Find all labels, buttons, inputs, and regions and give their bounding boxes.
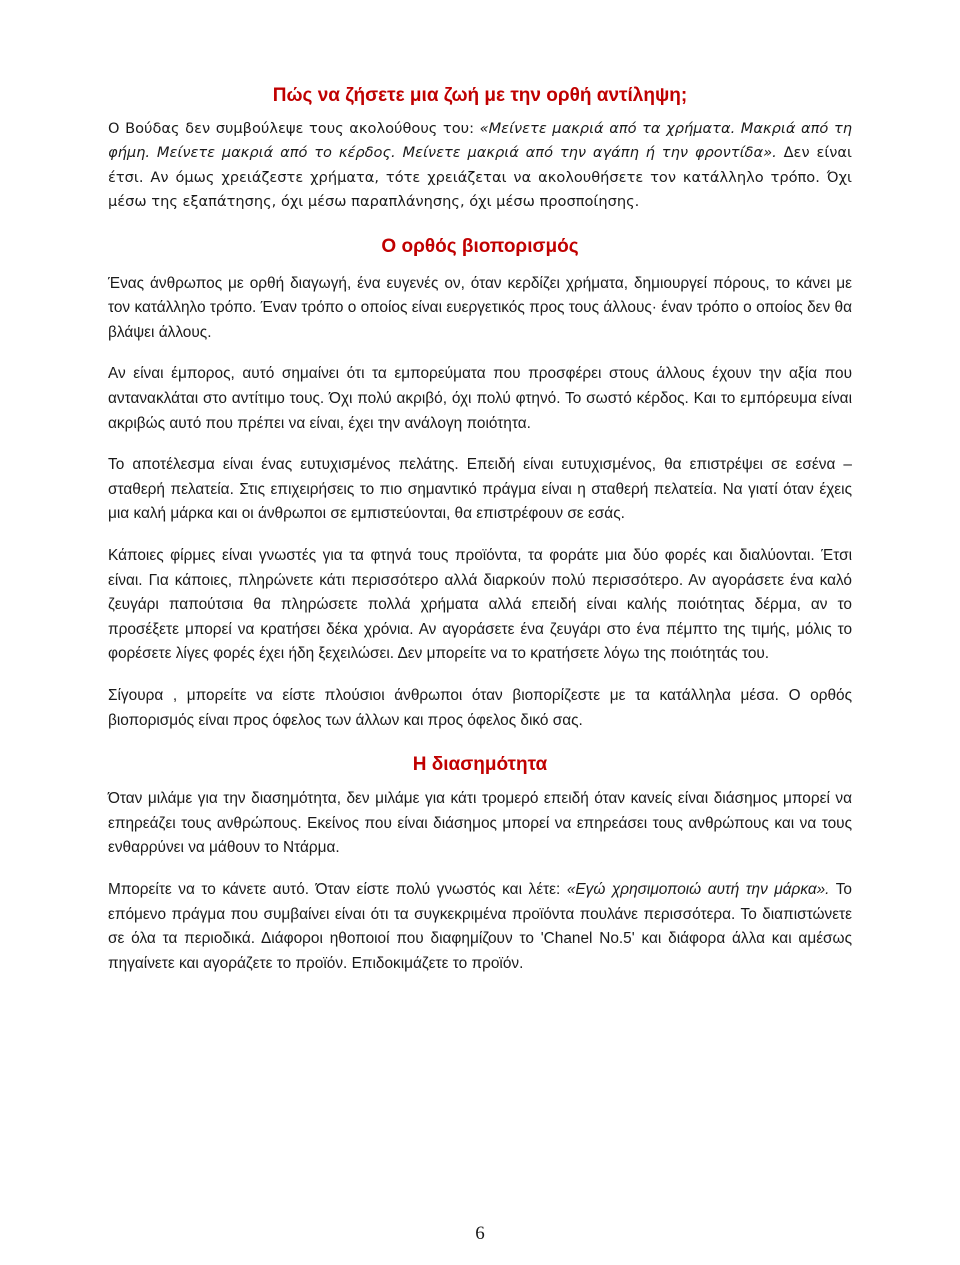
paragraph xyxy=(108,878,852,976)
quote-text: «Εγώ χρησιμοποιώ αυτή την μάρκα». xyxy=(566,880,830,898)
paragraph: Όταν μιλάμε για την διασημότητα, δεν μιλάμε για κάτι τρομερό επειδή όταν κανείς είναι διάσημος μπορεί να επηρεάζει τους ανθρώπους. Εκείνος που είναι διάσημος μπορεί να επηρεάσει τους ανθρώπους και να τους ενθαρρύνει να μάθουν το Ντάρμα. xyxy=(108,790,852,857)
paragraph: Αν είναι έμπορος, αυτό σημαίνει ότι τα εμπορεύματα που προσφέρει στους άλλους έχουν την αξία που αντανακλάται στο αντίτιμο τους. Όχι πολύ ακριβό, όχι πολύ φτηνό. Το σωστό κέρδος. Και το εμπόρευμα είναι ακριβώς αυτό που πρέπει να είναι, έχει την ανάλογη ποιότητα. xyxy=(108,365,852,432)
paragraph-text: Ο Βούδας δεν συμβούλεψε τους ακολούθους του: xyxy=(108,120,480,137)
paragraph: Σίγουρα , μπορείτε να είστε πλούσιοι άνθρωποι όταν βιοπορίζεστε με τα κατάλληλα μέσα. Ο ορθός βιοπορισμός είναι προς όφελος των άλλων και προς όφελος δικό σας. xyxy=(108,686,852,729)
document-page xyxy=(108,82,852,976)
paragraph: Το αποτέλεσμα είναι ένας ευτυχισμένος πελάτης. Επειδή είναι ευτυχισμένος, θα επιστρέψει σε εσένα – σταθερή πελατεία. Στις επιχειρήσεις το πιο σημαντικό πράγμα είναι η σταθερή πελατεία. Να γιατί όταν έχεις μια καλή μάρκα και οι άνθρωποι σε εμπιστεύονται, θα επιστρέφουν σε εσάς. xyxy=(108,456,852,523)
section-heading: Η διασημότητα xyxy=(412,754,548,776)
quote-text: «Μείνετε μακριά από τα χρήματα. Μακριά από τη φήμη. Μείνετε μακριά από το κέρδος. Μείνετε μακριά από την αγάπη ή την φροντίδα». xyxy=(108,120,852,162)
section-heading: Ο ορθός βιοπορισμός xyxy=(381,235,579,257)
paragraph: Κάποιες φίρμες είναι γνωστές για τα φτηνά τους προϊόντα, τα φοράτε μια δύο φορές και διαλύονται. Έτσι είναι. Για κάποιες, πληρώνετε κάτι περισσότερο αλλά διαρκούν πολύ περισσότερο. Αν αγοράσετε ένα καλό ζευγάρι παπούτσια θα πληρώσετε πολλά χρήματα αλλά επειδή είναι καλής ποιότητας δέρμα, αν το προσέξετε μπορεί να κρατήσει δέκα χρόνια. Αν αγοράσετε ένα ζευγάρι στο ένα πέμπτο της τιμής, μόλις το φορέσετε λίγες φορές έχει ήδη ξεχειλώσει. Δεν μπορείτε να το κρατήσετε λόγω της ποιότητάς του. xyxy=(108,546,852,663)
paragraph-text: Δεν είναι έτσι. Αν όμως χρειάζεστε χρήματα, τότε χρειάζεται να ακολουθήσετε τον κατάλληλο τρόπο. Όχι μέσω της εξαπάτησης, όχι μέσω παραπλάνησης, όχι μέσω προσποίησης. xyxy=(108,144,852,211)
section-heading: Πώς να ζήσετε μια ζωή με την ορθή αντίληψη; xyxy=(272,85,688,106)
paragraph xyxy=(108,117,852,215)
paragraph-text: Το επόμενο πράγμα που συμβαίνει είναι ότι τα συγκεκριμένα προϊόντα πουλάνε περισσότερα. Το διαπιστώνετε σε όλα τα περιοδικά. Διάφοροι ηθοποιοί που διαφημίζουν το 'Chanel No.5' και διάφορα άλλα και αμέσως πηγαίνετε και αγοράζετε το προϊόν. Επιδοκιμάζετε το προϊόν. xyxy=(108,880,852,972)
paragraph: Ένας άνθρωπος με ορθή διαγωγή, ένα ευγενές ον, όταν κερδίζει χρήματα, δημιουργεί πόρους, το κάνει με τον κατάλληλο τρόπο. Έναν τρόπο ο οποίος είναι ευεργετικός προς τους άλλους· έναν τρόπο ο οποίος δεν θα βλάψει άλλους. xyxy=(108,274,852,341)
paragraph-text: Μπορείτε να το κάνετε αυτό. Όταν είστε πολύ γνωστός και λέτε: xyxy=(108,880,567,898)
page-number: 6 xyxy=(475,1223,485,1244)
